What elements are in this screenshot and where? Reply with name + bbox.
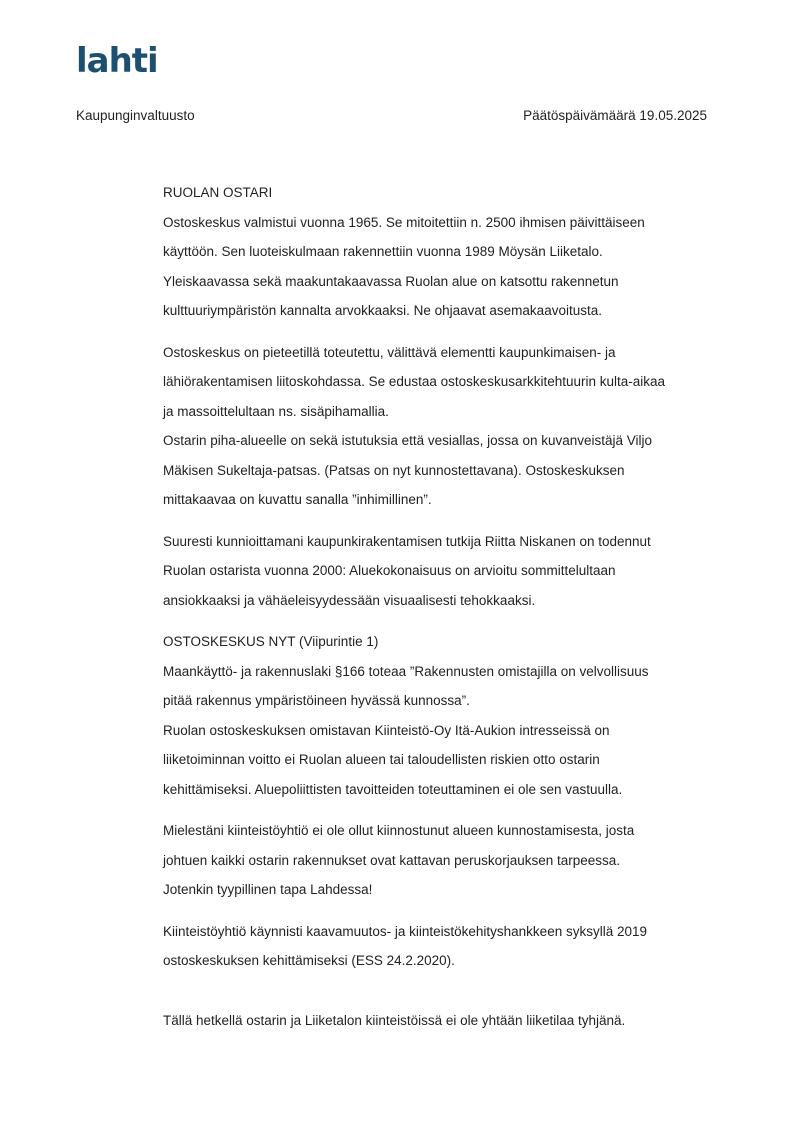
document-organ: Kaupunginvaltuusto [76,108,195,123]
text-line: kehittämiseksi. Aluepoliittisten tavoitteiden toteuttaminen ei ole sen vastuulla. [163,781,623,797]
text-line: pitää rakennus ympäristöineen hyvässä kunnossa”. [163,693,470,708]
text-line: liiketoiminnan voitto ei Ruolan alueen tai taloudellisten riskien otto ostarin [163,752,600,767]
text-line: Yleiskaavassa sekä maakuntakaavassa Ruolan alue on katsottu rakennetun [163,273,619,289]
text-line: Ruolan ostoskeskuksen omistavan Kiinteistö-Oy Itä-Aukion intresseissä on [163,722,610,738]
text-line: Ostoskeskus valmistui vuonna 1965. Se mitoitettiin n. 2500 ihmisen päivittäiseen [163,214,645,230]
paragraph-gap [163,905,723,917]
paragraph-gap [163,515,723,527]
text-line: käyttöön. Sen luoteiskulmaan rakennettiin vuonna 1989 Möysän Liiketalo. [163,244,603,259]
lahti-logo: lahti [76,41,158,81]
text-line: lähiörakentamisen liitoskohdassa. Se edustaa ostoskeskusarkkitehtuurin kulta-aikaa [163,374,666,389]
text-line: Mäkisen Sukeltaja-patsas. (Patsas on nyt kunnostettavana). Ostoskeskuksen [163,462,625,478]
paragraph-gap [163,615,723,627]
paragraph-gap [163,326,723,338]
text-line: ja massoittelultaan ns. sisäpihamallia. [163,403,389,419]
text-line: Tällä hetkellä ostarin ja Liiketalon kiinteistöissä ei ole yhtään liiketilaa tyhjänä. [163,1012,626,1028]
decision-date: Päätöspäivämäärä 19.05.2025 [523,108,707,123]
text-line: Kiinteistöyhtiö käynnisti kaavamuutos- ja kiinteistökehityshankkeen syksyllä 2019 [163,923,647,939]
text-line: Mielestäni kiinteistöyhtiö ei ole ollut kiinnostunut alueen kunnostamisesta, josta [163,823,635,838]
paragraph-gap [163,976,723,1006]
text-line: ostoskeskuksen kehittämiseksi (ESS 24.2.2020). [163,953,455,968]
text-line: Maankäyttö- ja rakennuslaki §166 toteaa ”Rakennusten omistajilla on velvollisuus [163,663,649,679]
section-heading: RUOLAN OSTARI [163,185,273,200]
text-line: kulttuuriympäristön kannalta arvokkaaksi. Ne ohjaavat asemakaavoitusta. [163,303,602,318]
document-body [163,178,723,1035]
text-line: ansiokkaaksi ja vähäeleisyydessään visuaalisesti tehokkaaksi. [163,592,536,608]
text-line: Ostoskeskus on pieteetillä toteutettu, välittävä elementti kaupunkimaisen- ja [163,344,616,360]
text-line: johtuen kaikki ostarin rakennukset ovat kattavan peruskorjauksen tarpeessa. [163,852,621,868]
text-line: mittakaavaa on kuvattu sanalla ”inhimillinen”. [163,492,432,507]
text-line: Ruolan ostarista vuonna 2000: Aluekokonaisuus on arvioitu sommittelultaan [163,563,616,578]
paragraph-gap [163,804,723,816]
text-line: Jotenkin tyypillinen tapa Lahdessa! [163,882,373,897]
text-line: Suuresti kunnioittamani kaupunkirakentamisen tutkija Riitta Niskanen on todennut [163,533,651,549]
section-heading: OSTOSKESKUS NYT (Viipurintie 1) [163,634,379,649]
text-line: Ostarin piha-alueelle on sekä istutuksia että vesiallas, jossa on kuvanveistäjä Viljo [163,433,653,448]
